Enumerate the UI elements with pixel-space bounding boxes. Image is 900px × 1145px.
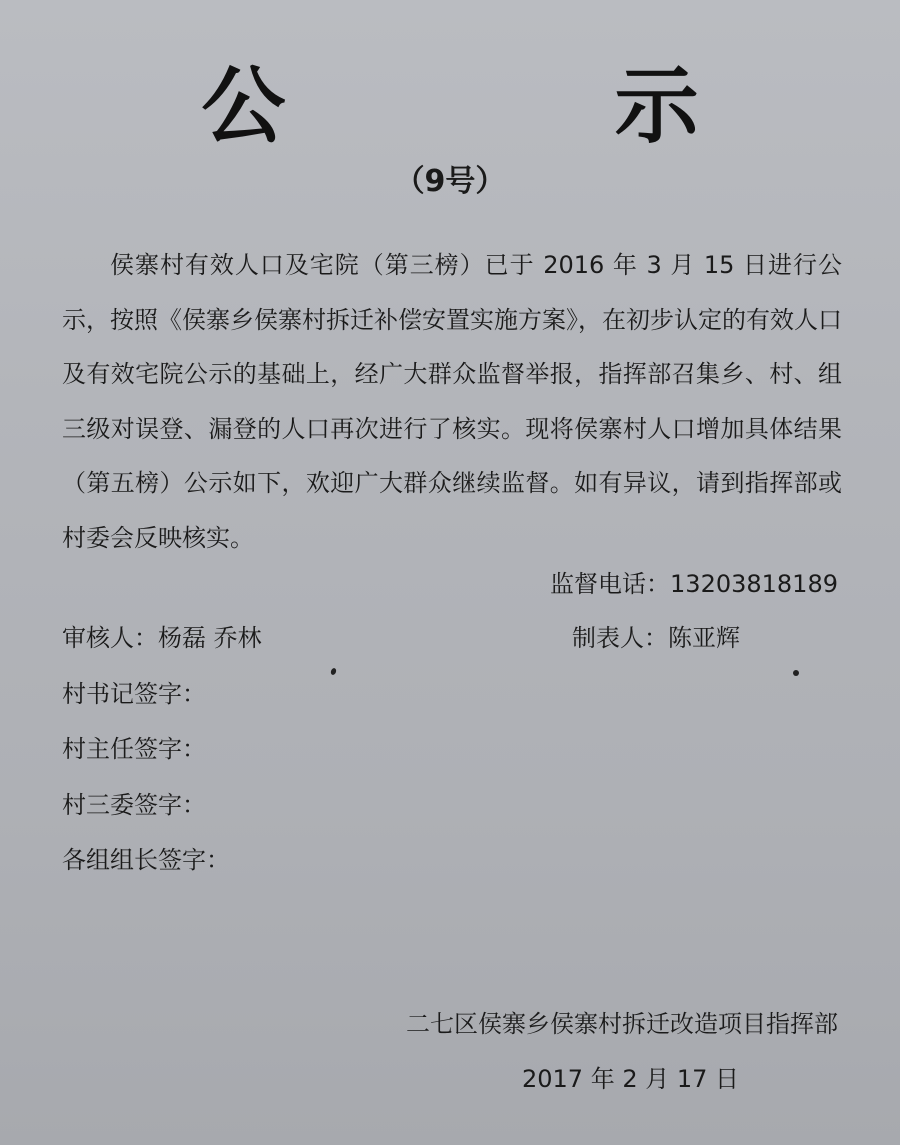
issuing-authority: 二七区侯寨乡侯寨村拆迁改造项目指挥部 (406, 1010, 838, 1038)
notice-body: 侯寨村有效人口及宅院（第三榜）已于 2016 年 3 月 15 日进行公示，按照《侯寨乡侯寨村拆迁补偿安置实施方案》，在初步认定的有效人口及有效宅院公示的基础上，经广大群众监督举报，指挥部召集乡、村、组三级对误登、漏登的人口再次进行了核实。现将侯寨村人口增加具体结果（第五榜）公示如下，欢迎广大群众继续监督。如有异议，请到指挥部或村委会反映核实。 (62, 251, 842, 552)
issue-date: 2017 年 2 月 17 日 (522, 1065, 740, 1093)
notice-title: 公 示 (201, 57, 849, 155)
signature-line-village-secretary: 村书记签字： (62, 680, 206, 708)
preparer-label: 制表人：陈亚辉 (572, 624, 740, 652)
signature-line-village-committees: 村三委签字： (62, 791, 206, 819)
notice-number: （9号） (394, 164, 506, 199)
paper-speck (330, 667, 337, 675)
supervision-phone: 监督电话：13203818189 (550, 570, 838, 598)
signature-line-village-director: 村主任签字： (62, 735, 206, 763)
signature-line-group-leaders: 各组组长签字： (62, 846, 230, 874)
reviewer-label: 审核人：杨磊 乔林 (62, 624, 262, 652)
paper-speck (793, 670, 799, 676)
